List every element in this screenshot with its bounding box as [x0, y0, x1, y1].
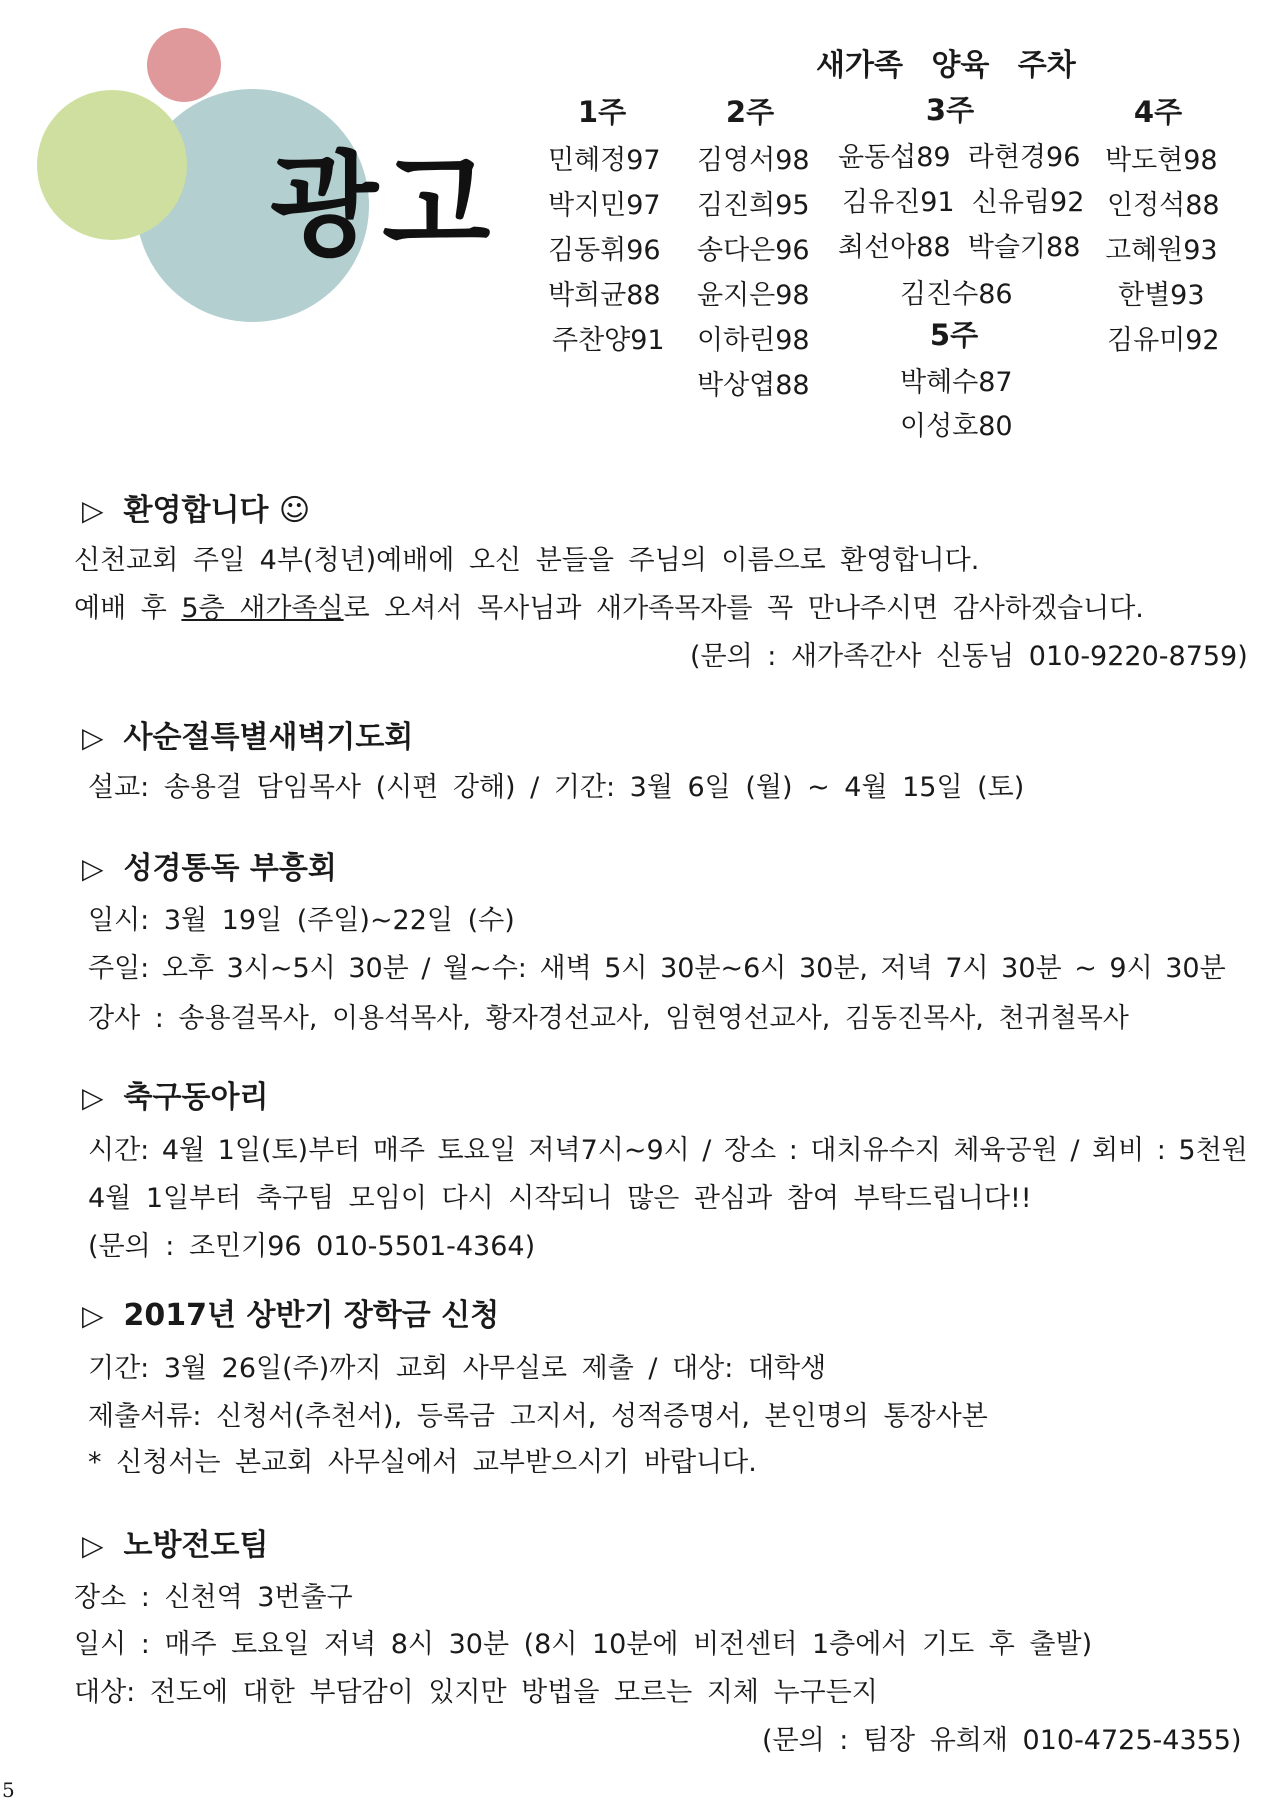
week2-name: 김영서98: [697, 145, 810, 176]
week4-label: 4주: [1133, 95, 1183, 129]
soccer-line2: 4월 1일부터 축구팀 모임이 다시 시작되니 많은 관심과 참여 부탁드립니다!!: [88, 1183, 1032, 1214]
ad-title: 광고: [270, 141, 495, 271]
soccer-line1: 시간: 4월 1일(토)부터 매주 토요일 저녁7시~9시 / 장소 : 대치유수지 체육공원 / 회비 : 5천원: [88, 1135, 1248, 1166]
welcome-line2-post: 로 오셔서 목사님과 새가족목자를 꼭 만나주시면 감사하겠습니다.: [343, 593, 1144, 624]
deco-circle-pink: [147, 28, 221, 102]
revival-line2: 주일: 오후 3시~5시 30분 / 월~수: 새벽 5시 30분~6시 30분, 저녁 7시 30분 ~ 9시 30분: [88, 953, 1226, 984]
week1-name: 김동휘96: [548, 235, 661, 266]
welcome-line1: 신천교회 주일 4부(청년)예배에 오신 분들을 주님의 이름으로 환영합니다.: [74, 545, 980, 576]
week4-name: 고혜원93: [1105, 235, 1218, 266]
week2-name: 윤지은98: [697, 280, 810, 311]
week1-name: 박희균88: [548, 280, 661, 311]
triangle-icon: ▷: [82, 852, 104, 885]
revival-line1: 일시: 3월 19일 (주일)~22일 (수): [88, 905, 515, 936]
week2-name: 송다은96: [697, 235, 810, 266]
revival-line3: 강사 : 송용걸목사, 이용석목사, 황자경선교사, 임현영선교사, 김동진목사, 천귀철목사: [88, 1003, 1129, 1034]
week1-name: 박지민97: [548, 190, 661, 221]
revival-heading-text: 성경통독 부흥회: [123, 851, 337, 886]
week2-name: 이하린98: [697, 325, 810, 356]
week3-row: 김진수86: [900, 279, 1013, 310]
week2-label: 2주: [725, 95, 775, 129]
week1-name: 주찬양91: [552, 325, 665, 356]
week4-name: 김유미92: [1107, 325, 1220, 356]
triangle-icon: ▷: [82, 1081, 104, 1114]
welcome-line2-room: 5층 새가족실: [181, 593, 344, 624]
welcome-contact: (문의 : 새가족간사 신동님 010-9220-8759): [690, 641, 1248, 672]
week2-name: 김진희95: [697, 190, 810, 221]
soccer-line3: (문의 : 조민기96 010-5501-4364): [88, 1231, 536, 1262]
deco-circle-green: [37, 90, 187, 240]
evangelism-contact: (문의 : 팀장 유희재 010-4725-4355): [762, 1725, 1242, 1756]
prayer-line1: 설교: 송용걸 담임목사 (시편 강해) / 기간: 3월 6일 (월) ~ 4월 15일 (토): [88, 772, 1025, 803]
soccer-heading: [82, 1072, 268, 1116]
scholarship-line3: * 신청서는 본교회 사무실에서 교부받으시기 바랍니다.: [88, 1447, 757, 1478]
week1-label: 1주: [577, 95, 627, 129]
evangelism-heading-text: 노방전도팀: [123, 1528, 269, 1563]
prayer-heading: [82, 712, 413, 756]
welcome-heading: [82, 485, 310, 529]
revival-heading: [82, 843, 337, 887]
week4-name: 인정석88: [1107, 190, 1220, 221]
week3-label: 3주: [925, 93, 975, 127]
scholarship-line1: 기간: 3월 26일(주)까지 교회 사무실로 제출 / 대상: 대학생: [88, 1353, 827, 1384]
week5-name: 이성호80: [900, 411, 1013, 442]
scholarship-heading: [82, 1290, 499, 1334]
evangelism-heading: [82, 1520, 268, 1564]
soccer-heading-text: 축구동아리: [123, 1080, 269, 1115]
week5-label: 5주: [929, 318, 979, 352]
welcome-line2-pre: 예배 후: [74, 593, 182, 624]
triangle-icon: ▷: [82, 494, 104, 527]
welcome-line2: [74, 586, 1144, 625]
week3-row: 최선아88 박슬기88: [838, 232, 1081, 263]
prayer-heading-text: 사순절특별새벽기도회: [123, 720, 414, 755]
week2-name: 박상엽88: [697, 370, 810, 401]
scholarship-heading-text: 2017년 상반기 장학금 신청: [123, 1298, 500, 1333]
evangelism-line1: 장소 : 신천역 3번출구: [74, 1582, 353, 1613]
triangle-icon: ▷: [82, 1299, 104, 1332]
week5-name: 박혜수87: [900, 367, 1013, 398]
triangle-icon: ▷: [82, 721, 104, 754]
page-number: 5: [2, 1778, 15, 1802]
welcome-heading-text: 환영합니다 ☺: [123, 493, 311, 528]
scholarship-line2: 제출서류: 신청서(추천서), 등록금 고지서, 성적증명서, 본인명의 통장사본: [88, 1401, 988, 1432]
week4-name: 한별93: [1118, 280, 1205, 311]
schedule-title: 새가족 양육 주차: [816, 48, 1076, 83]
week4-name: 박도현98: [1105, 145, 1218, 176]
triangle-icon: ▷: [82, 1529, 104, 1562]
week3-row: 김유진91 신유림92: [842, 187, 1085, 218]
week1-name: 민혜정97: [548, 145, 661, 176]
week3-row: 윤동섭89 라현경96: [838, 142, 1081, 173]
evangelism-line3: 대상: 전도에 대한 부담감이 있지만 방법을 모르는 지체 누구든지: [74, 1677, 878, 1708]
evangelism-line2: 일시 : 매주 토요일 저녁 8시 30분 (8시 10분에 비전센터 1층에서 기도 후 출발): [74, 1629, 1093, 1660]
